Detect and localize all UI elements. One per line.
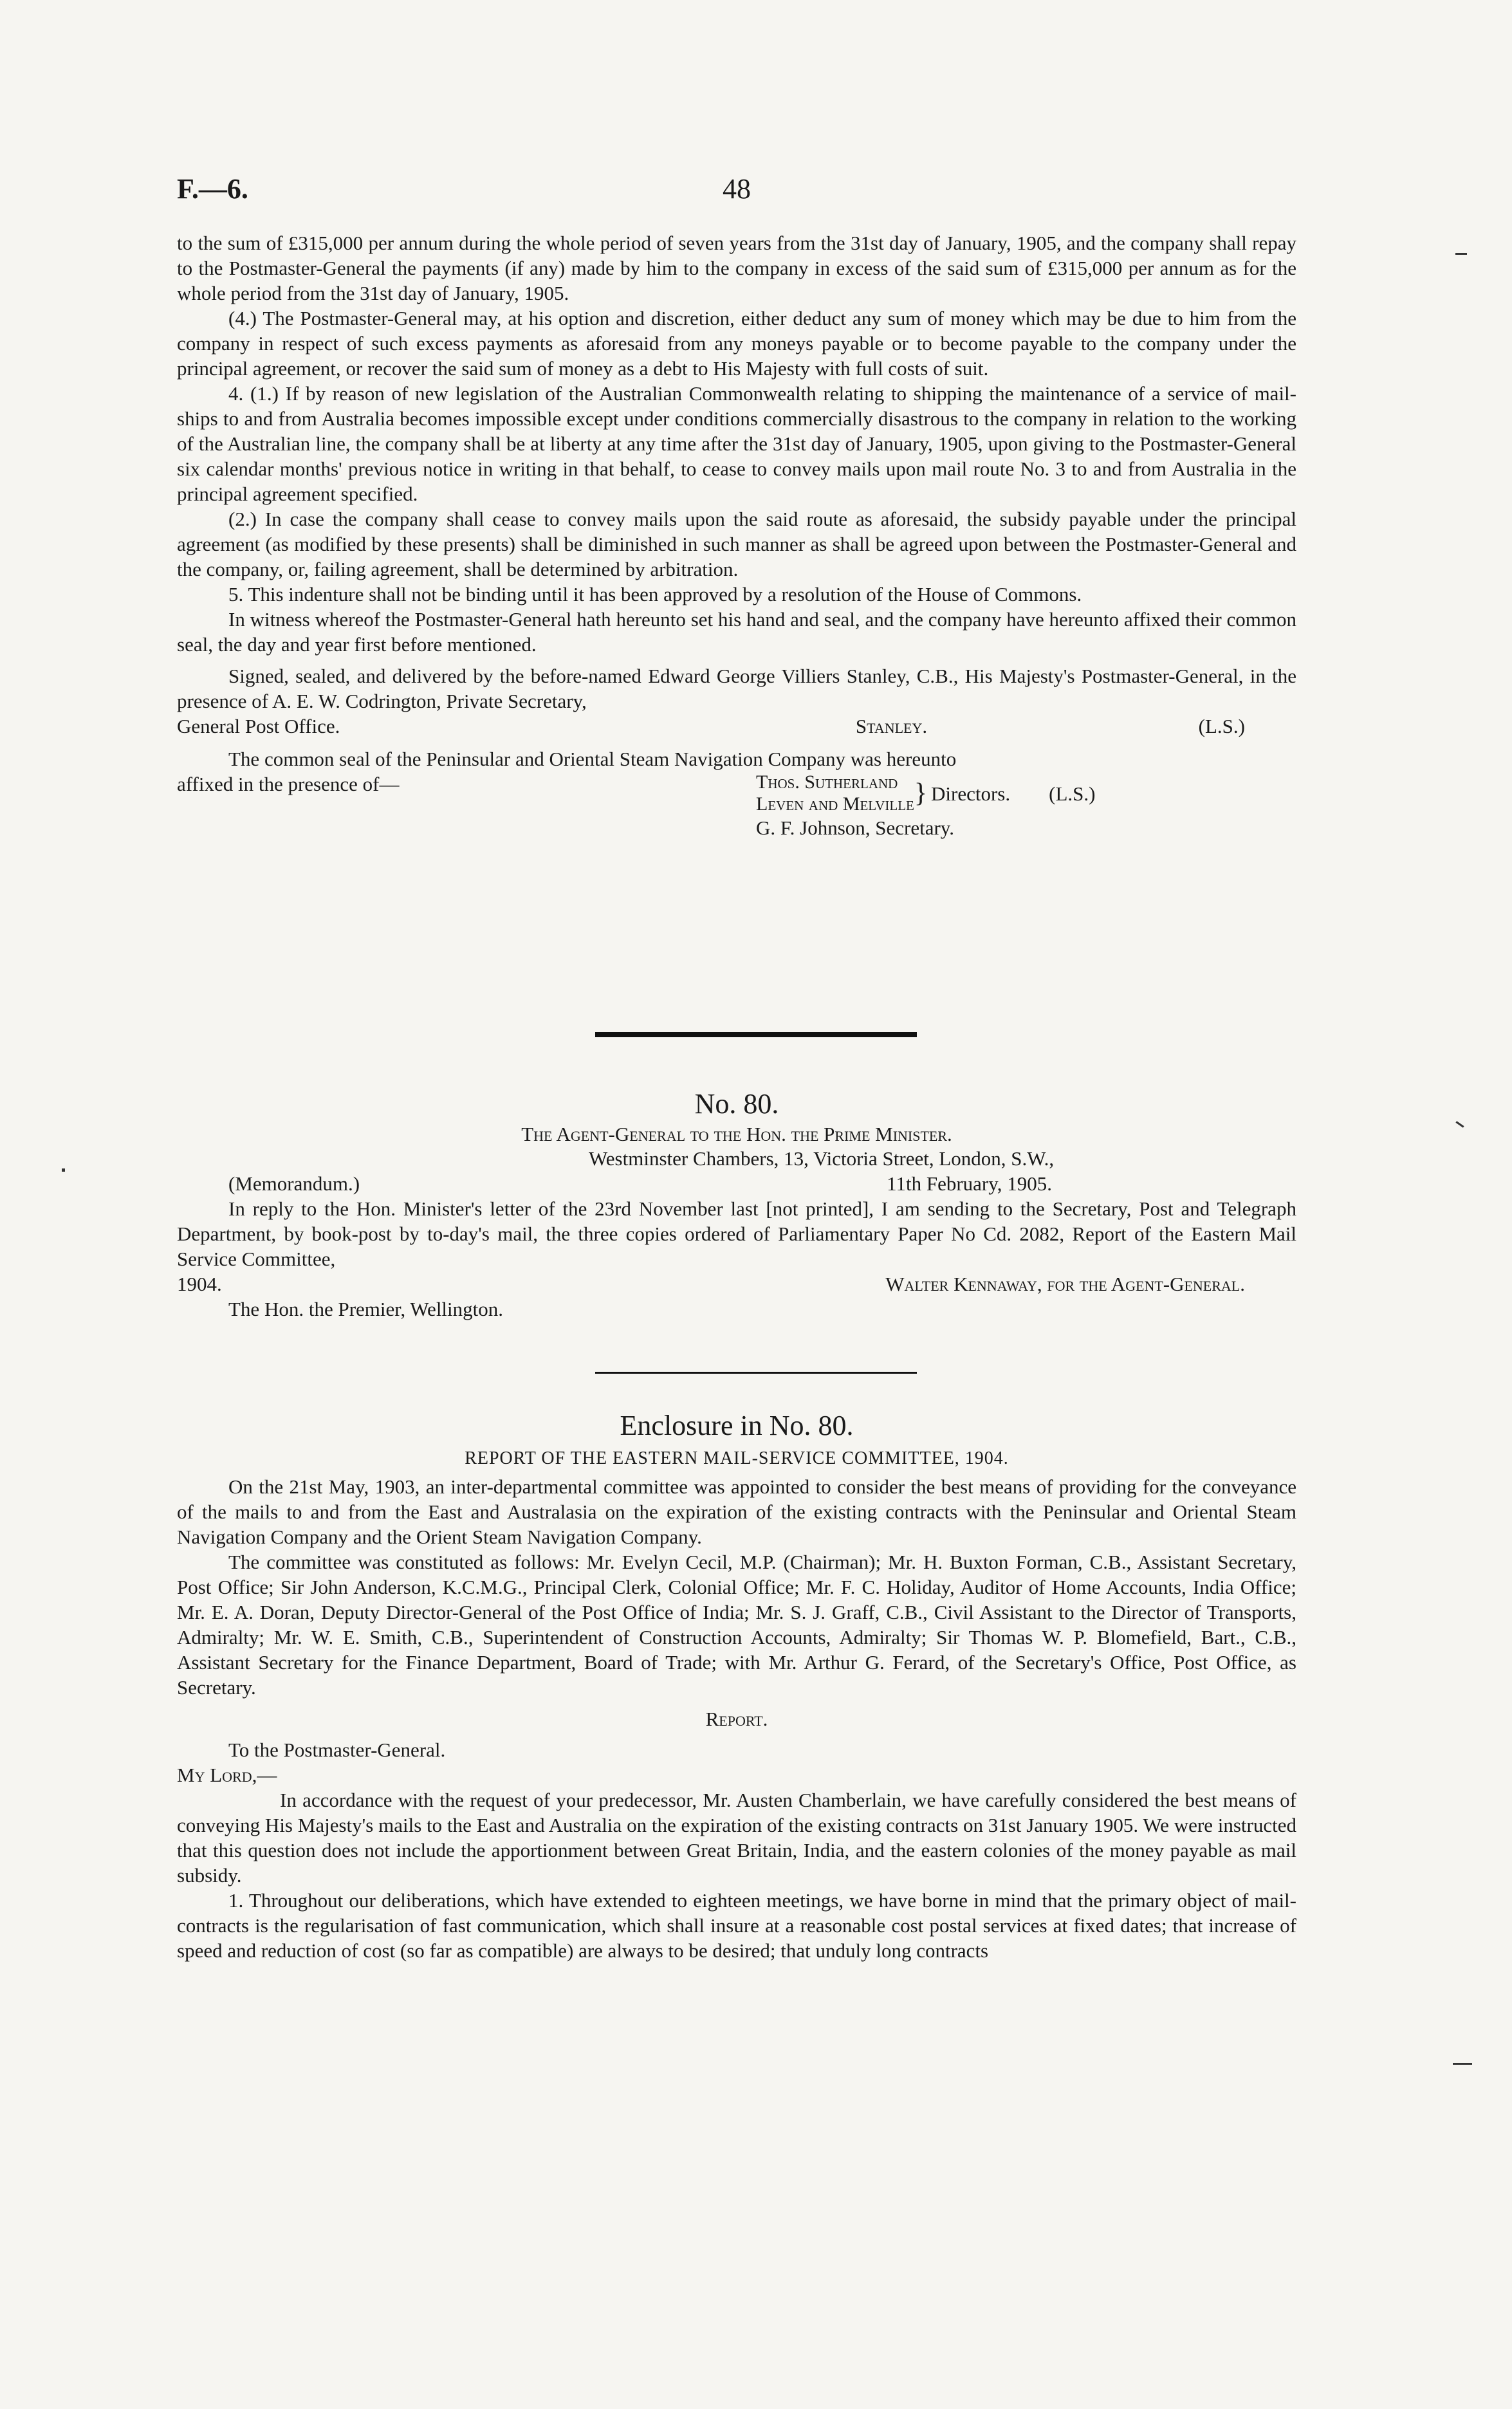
directors-group (756, 771, 1095, 815)
paragraph: On the 21st May, 1903, an inter-departmental committee was appointed to consider the best means of providing for the conveyance of the mails to and from the East and Australasia on the expiration of the existing contracts with the Peninsular and Oriental Steam Navigation Company and the Orient Steam Navigation Company. (177, 1475, 1296, 1548)
agreement-text (177, 230, 1296, 840)
directors-row (177, 771, 1296, 815)
page-number: 48 (723, 173, 751, 205)
section-divider (0, 1372, 1512, 1374)
seal-mark: (L.S.) (1049, 782, 1096, 805)
page-header (177, 172, 1296, 205)
letter-body: In reply to the Hon. Minister's letter of the 23rd November last [not printed], I am sending to the Secretary, Post and Telegraph Department, by book-post by to-day's mail, the three copies ordered of Parliamentary Paper No Cd. 2082, Report of the Eastern Mail Service Committee, (177, 1197, 1296, 1270)
secretary-line: G. F. Johnson, Secretary. (756, 817, 955, 839)
paragraph: 1. Throughout our deliberations, which have extended to eighteen meetings, we have borne in mind that the primary object of mail-contracts is the regularisation of fast communication, which shall insure at a reasonable cost postal services at fixed dates; that increase of speed and reduction of cost (so far as compatible) are always to be desired; that unduly long contracts (177, 1889, 1296, 1962)
signer-name: Stanley. (855, 715, 928, 737)
margin-mark (1455, 1121, 1464, 1127)
section-subtitle: The Agent-General to the Hon. the Prime Minister. (521, 1123, 952, 1145)
margin-mark (1455, 253, 1467, 255)
no80-section (177, 1087, 1296, 1322)
company-seal-text: The common seal of the Peninsular and Oriental Steam Navigation Company was hereunto (228, 748, 957, 770)
paragraph: (2.) In case the company shall cease to convey mails upon the said route as aforesaid, the subsidy payable under the principal agreement (as modified by these presents) shall be diminished in such manner as shall be agreed upon between the Postmaster-General and the company, or, failing agreement, shall be determined by arbitration. (177, 508, 1296, 580)
enclosure-title: Enclosure in No. 80. (620, 1410, 854, 1441)
letter-signer: Walter Kennaway, for the Agent-General. (885, 1273, 1245, 1295)
paragraph: The committee was constituted as follows: Mr. Evelyn Cecil, M.P. (Chairman); Mr. H. Buxton Forman, C.B., Assistant Secretary, Post Office; Sir John Anderson, K.C.M.G., Principal Clerk, Colonial Office; Mr. F. C. Holiday, Auditor of Home Accounts, India Office; Mr. E. A. Doran, Deputy Director-General of the Post Office of India; Mr. S. J. Graff, C.B., Civil Assistant to the Director of Transports, Admiralty; Mr. W. E. Smith, C.B., Superintendent of Construction Accounts, Admiralty; Sir Thomas W. P. Blomefield, Bart., C.B., Assistant Secretary for the Finance Department, Board of Trade; with Mr. Arthur G. Ferard, of the Secretary's Office, Post Office, as Secretary. (177, 1551, 1296, 1699)
director-name: Thos. Sutherland (756, 771, 898, 793)
signing-row (177, 714, 1296, 739)
section-title: No. 80. (694, 1088, 779, 1120)
paragraph: In accordance with the request of your predecessor, Mr. Austen Chamberlain, we have carefully considered the best means of conveying His Majesty's mails to the East and Australia on the expiration of the existing contracts on 31st January 1905. We were instructed that this question does not include the apportionment between Great Britain, India, and the eastern colonies of the money payable as mail subsidy. (177, 1789, 1296, 1887)
section-label: F.—6. (177, 173, 248, 205)
margin-mark (1453, 2063, 1472, 2065)
margin-mark (62, 1168, 65, 1172)
memo-label: (Memorandum.) (228, 1172, 360, 1195)
letter-date: 11th February, 1905. (887, 1172, 1052, 1195)
company-seal-block (177, 746, 1296, 840)
memo-row (177, 1171, 1296, 1196)
salutation: My Lord,— (177, 1764, 277, 1786)
affixed-label: affixed in the presence of— (177, 773, 400, 795)
paragraph: 5. This indenture shall not be binding until it has been approved by a resolution of the House of Commons. (228, 583, 1082, 605)
office-label: General Post Office. (177, 715, 340, 737)
seal-mark: (L.S.) (1198, 715, 1245, 737)
report-heading: Report. (705, 1708, 768, 1730)
paragraph: to the sum of £315,000 per annum during the whole period of seven years from the 31st day of January, 1905, and the company shall repay to the Postmaster-General the payments (if any) made by him to the company in excess of the said sum of £315,000 per annum as for the whole period from the 31st day of January, 1905. (177, 232, 1296, 304)
signing-text: Signed, sealed, and delivered by the before-named Edward George Villiers Stanley, C.B., His Majesty's Postmaster-General, in the presence of A. E. W. Codrington, Private Secretary, (177, 665, 1296, 712)
paragraph: (4.) The Postmaster-General may, at his option and discretion, either deduct any sum of money which may be due to him from the company in respect of such excess payments as aforesaid from any moneys payable or to become payable to the company under the principal agreement, or recover the said sum of money as a debt to His Majesty with full costs of suit. (177, 307, 1296, 380)
letter-year: 1904. (177, 1273, 222, 1295)
addressee: The Hon. the Premier, Wellington. (228, 1298, 504, 1320)
paragraph: In witness whereof the Postmaster-General hath hereunto set his hand and seal, and the company have hereunto affixed their common seal, the day and year first before mentioned. (177, 608, 1296, 656)
signing-block (177, 663, 1296, 739)
to-line: To the Postmaster-General. (228, 1739, 446, 1761)
section-divider (0, 1032, 1512, 1037)
directors-label: Directors. (931, 782, 1011, 805)
report-title: REPORT OF THE EASTERN MAIL-SERVICE COMMITTEE, 1904. (465, 1448, 1009, 1468)
brace-symbol: } (914, 779, 928, 808)
signature-row (177, 1271, 1296, 1297)
director-name: Leven and Melville (756, 793, 914, 815)
enclosure-section (177, 1409, 1296, 1963)
sender-address: Westminster Chambers, 13, Victoria Street, London, S.W., (589, 1147, 1055, 1170)
paragraph: 4. (1.) If by reason of new legislation of the Australian Commonwealth relating to shipping the maintenance of a service of mail-ships to and from Australia becomes impossible except under conditions commercially disastrous to the company in relation to the working of the Australian line, the company shall be at liberty at any time after the 31st day of January, 1905, upon giving to the Postmaster-General six calendar months' previous notice in writing in that behalf, to cease to convey mails upon mail route No. 3 to and from Australia in the principal agreement specified. (177, 382, 1296, 505)
